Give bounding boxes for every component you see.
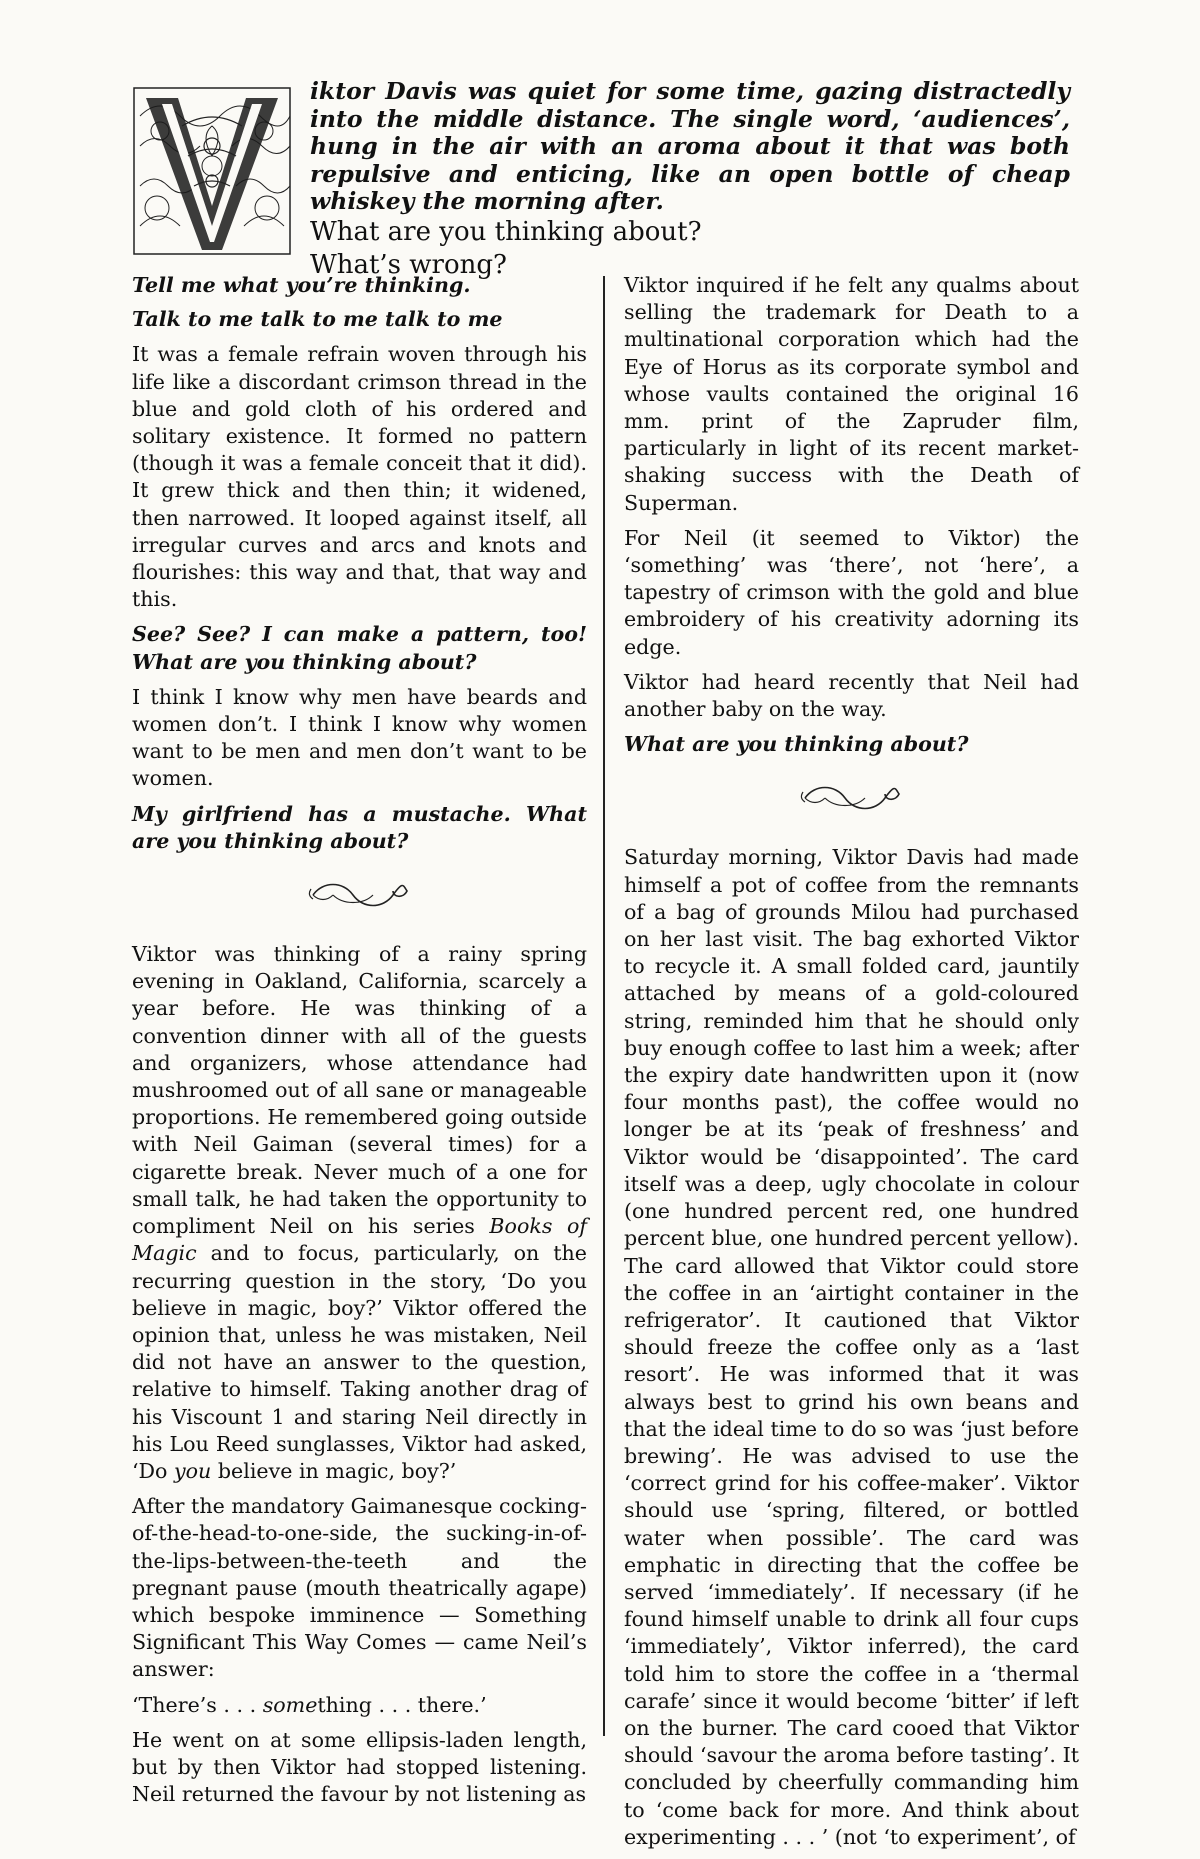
column-rule — [603, 276, 605, 1736]
paragraph: It was a female refrain woven through his life like a discordant crimson thread in the blue and gold cloth of his ordered and solitary existence. It formed no pattern (though it was a female conceit that it did). It grew thick and then thin; it widened, then narrowed. It looped against itself, all irregular curves and arcs and knots and flourishes: this way and that, that way and this. — [132, 342, 587, 612]
paragraph: After the mandatory Gaimanesque cocking-of-the-head-to-one-side, the sucking-in-of-the-lips-between-the-teeth and the pregnant pause (mouth theatrically agape) which bespoke imminence — Something Significant This Way Comes — came Neil’s answer: — [132, 1494, 587, 1682]
chapter-opening — [132, 77, 1080, 280]
intro-question-1: What are you thinking about? — [310, 216, 702, 247]
italic-line: Tell me what you’re thinking. — [132, 273, 471, 297]
italic-line: What are you thinking about? — [624, 732, 969, 757]
intro-question-2: What’s wrong? — [310, 249, 507, 280]
italic-line: Talk to me talk to me talk to me — [132, 307, 503, 332]
italic-paragraph: See? See? I can make a pattern, too! What are you thinking about? — [132, 622, 587, 674]
paragraph: Viktor inquired if he felt any qualms about selling the trademark for Death to a multinational corporation which had the Eye of Horus as its corporate symbol and whose vaults contained the original 16 mm. print of the Zapruder film, particularly in light of its recent market-shaking success with the Death of Superman. — [624, 273, 1079, 515]
paragraph: ‘There’s . . . something . . . there.’ — [132, 1692, 487, 1717]
paragraph: Viktor had heard recently that Neil had another baby on the way. — [624, 669, 1079, 722]
paragraph: He went on at some ellipsis-laden length, but by then Viktor had stopped listening. Neil returned the favour by not listening as — [132, 1727, 587, 1807]
svg-text:V: V — [208, 178, 216, 189]
section-divider — [132, 865, 587, 925]
section-divider — [624, 768, 1079, 828]
paragraph: Saturday morning, Viktor Davis had made himself a pot of coffee from the remnants of a bag of grounds Milou had purchased on her last visit. The bag exhorted Viktor to recycle it. A small folded card, jauntily attached by means of a gold-coloured string, reminded him that he should only buy enough coffee to last him a week; after the expiry date handwritten upon it (now four months past), the coffee would no longer be at its ‘peak of freshness’ and Viktor would be ‘disappointed’. The card itself was a deep, ugly chocolate in colour (one hundred percent red, one hundred percent blue, one hundred percent yellow). The card allowed that Viktor could store the coffee in an ‘airtight container in the refrigerator’. It cautioned that Viktor should freeze the coffee only as a ‘last resort’. He was informed that it was always best to grind his own beans and that the ideal time to do so was ‘just before brewing’. He was advised to use the ‘correct grind for his coffee-maker’. Viktor should use ‘spring, filtered, or bottled water when possible’. The card was emphatic in directing that the coffee be served ‘immediately’. If necessary (if he found himself unable to drink all four cups ‘immediately’, Viktor inferred), the card told him to store the coffee in a ‘thermal carafe’ since it would become ‘bitter’ if left on the burner. The card cooed that Viktor should ‘savour the aroma before tasting’. It concluded by cheerfully commanding him to ‘come back for more. And think about experimenting . . . ’ (not ‘to experiment’, of — [624, 845, 1079, 1849]
italic-paragraph: My girlfriend has a mustache. What are you thinking about? — [132, 801, 587, 853]
paragraph: For Neil (it seemed to Viktor) the ‘something’ was ‘there’, not ‘here’, a tapestry of crimson with the gold and blue embroidery of his creativity adorning its edge. — [624, 525, 1079, 659]
intro-italic-paragraph: iktor Davis was quiet for some time, gazing distractedly into the middle distance. The single word, ‘audiences’, hung in the air with an aroma about it that was both repulsive and enticing, like an open bottle of cheap whiskey the morning after. — [310, 77, 1070, 215]
intro-text — [310, 78, 1070, 282]
right-column — [624, 272, 1079, 1859]
flourish-icon — [305, 877, 415, 913]
paragraph: Viktor was thinking of a rainy spring evening in Oakland, California, scarcely a year before. He was thinking of a convention dinner with all of the guests and organizers, whose attendance had mushroomed out of all sane or manageable proportions. He remembered going outside with Neil Gaiman (several times) for a cigarette break. Never much of a one for small talk, he had taken the opportunity to compliment Neil on his series Books of Magic and to focus, particularly, on the recurring question in the story, ‘Do you believe in magic, boy?’ Viktor offered the opinion that, unless he was mistaken, Neil did not have an answer to the question, relative to himself. Taking another drag of his Viscount 1 and staring Neil directly in his Lou Reed sunglasses, Viktor had asked, ‘Do you believe in magic, boy?’ — [132, 942, 588, 1483]
dropcap-letter — [132, 86, 292, 256]
left-column — [132, 272, 587, 1816]
flourish-icon — [797, 780, 907, 816]
paragraph: I think I know why men have beards and women don’t. I think I know why women want to be men and men don’t want to be women. — [132, 684, 587, 791]
ornamental-v-icon — [132, 86, 292, 256]
